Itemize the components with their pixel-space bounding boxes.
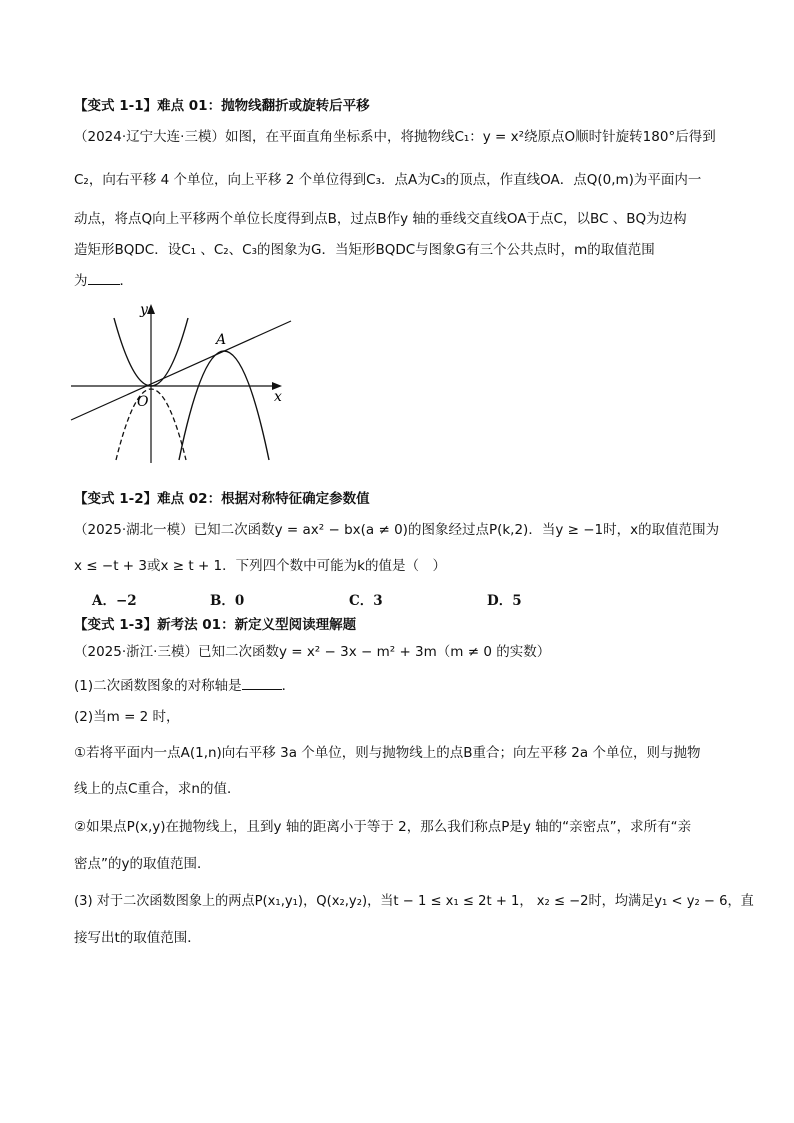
question-1 bbox=[74, 677, 295, 695]
option-d[interactable]: D．5 bbox=[487, 593, 522, 609]
question-3-line-1: (3) 对于二次函数图象上的两点P(x₁,y₁)，Q(x₂,y₂)，当t − 1 ≤ x₁ ≤ 2t + 1， x₂ ≤ −2时，均满足y₁ < y₂ − 6，直 bbox=[74, 893, 754, 909]
variant-1-1-line-5 bbox=[74, 272, 133, 290]
question-2-part-2-line-1: ②如果点P(x,y)在抛物线上，且到y 轴的距离小于等于 2，那么我们称点P是y 轴的“亲密点”，求所有“亲 bbox=[74, 819, 692, 835]
curve-c3 bbox=[179, 351, 269, 460]
variant-1-2-line-1: （2025·湖北一模）已知二次函数y = ax² − bx(a ≠ 0)的图象经过点P(k,2)．当y ≥ −1时，x的取值范围为 bbox=[74, 522, 720, 538]
vertex-a-label: A bbox=[216, 332, 227, 348]
option-a[interactable]: A．−2 bbox=[92, 593, 137, 609]
variant-1-1-line-2: C₂，向右平移 4 个单位，向上平移 2 个单位得到C₃．点A为C₃的顶点，作直线OA．点Q(0,m)为平面内一 bbox=[74, 172, 702, 188]
option-c[interactable]: C．3 bbox=[349, 593, 383, 609]
answer-suffix: ． bbox=[119, 273, 133, 289]
variant-1-1-line-4: 造矩形BQDC．设C₁ 、C₂、C₃的图象为G．当矩形BQDC与图象G有三个公共点时，m的取值范围 bbox=[74, 242, 655, 258]
question-2-part-2-line-2: 密点”的y的取值范围． bbox=[74, 856, 211, 872]
variant-1-3-header: 【变式 1-3】新考法 01：新定义型阅读理解题 bbox=[74, 617, 357, 633]
question-1-blank[interactable] bbox=[242, 677, 282, 690]
question-3-line-2: 接写出t的取值范围． bbox=[74, 930, 201, 946]
answer-prefix: 为 bbox=[74, 273, 88, 289]
question-1-text: (1)二次函数图象的对称轴是 bbox=[74, 678, 242, 694]
question-2-part-1-line-1: ①若将平面内一点A(1,n)向右平移 3a 个单位，则与抛物线上的点B重合；向左平移 2a 个单位，则与抛物 bbox=[74, 745, 701, 761]
y-axis-label: y bbox=[140, 302, 148, 318]
x-axis-label: x bbox=[274, 389, 282, 405]
variant-1-1-line-3: 动点，将点Q向上平移两个单位长度得到点B，过点B作y 轴的垂线交直线OA于点C，以BC 、BQ为边构 bbox=[74, 211, 687, 227]
question-2-part-1-line-2: 线上的点C重合，求n的值． bbox=[74, 781, 241, 797]
variant-1-1-header: 【变式 1-1】难点 01：抛物线翻折或旋转后平移 bbox=[74, 98, 370, 114]
option-b[interactable]: B．0 bbox=[210, 593, 245, 609]
question-1-suffix: ． bbox=[281, 678, 296, 694]
line-oa bbox=[71, 321, 291, 420]
parabola-graph bbox=[66, 298, 296, 468]
variant-1-3-line-1: （2025·浙江·三模）已知二次函数y = x² − 3x − m² + 3m（m ≠ 0 的实数） bbox=[74, 644, 551, 660]
answer-blank[interactable] bbox=[88, 272, 120, 285]
variant-1-2-header: 【变式 1-2】难点 02：根据对称特征确定参数值 bbox=[74, 491, 370, 507]
origin-label: O bbox=[137, 394, 149, 410]
variant-1-2-line-2: x ≤ −t + 3或x ≥ t + 1．下列四个数中可能为k的值是（ ） bbox=[74, 558, 446, 574]
variant-1-1-line-1: （2024·辽宁大连·三模）如图，在平面直角坐标系中，将抛物线C₁：y = x²绕原点O顺时针旋转180°后得到 bbox=[74, 129, 716, 145]
y-axis-arrow-icon bbox=[147, 304, 155, 314]
question-2: (2)当m = 2 时， bbox=[74, 709, 180, 725]
